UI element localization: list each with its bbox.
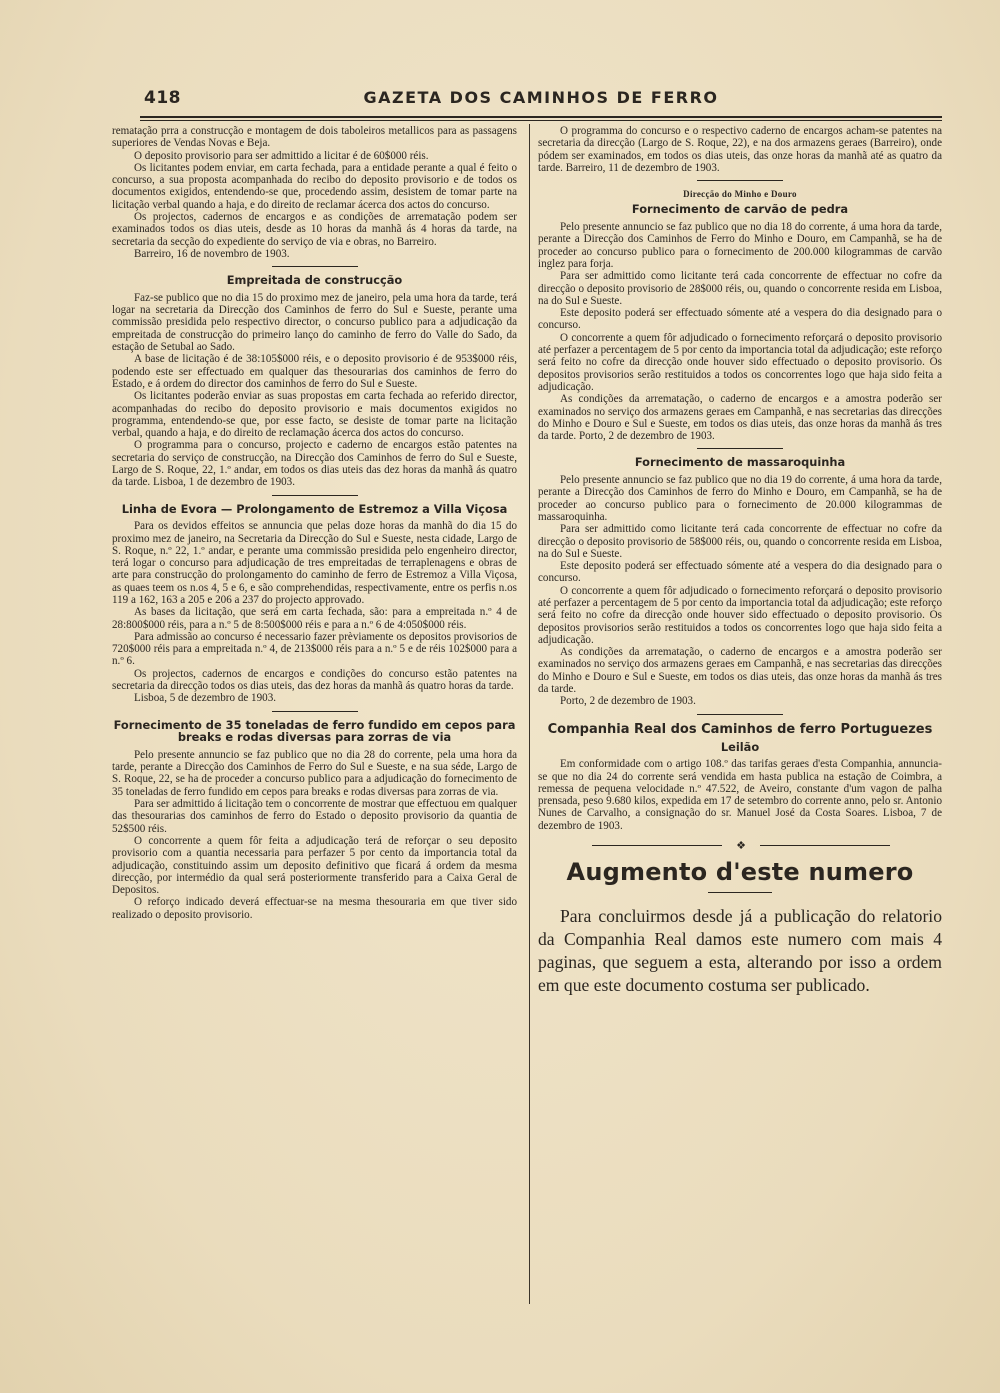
section-separator bbox=[272, 495, 358, 496]
paragraph: O concorrente a quem fôr feita a adjudicação terá de reforçar o seu deposito provisorio com a quantia necessaria para perfazer 5 por cento da importancia total da adjudicação, constituindo assim um deposito definitivo que ficará á ordem da mesma direcção, por intermédio da qual será posteriormente transferido para a Caixa Geral de Depositos. bbox=[112, 834, 517, 897]
paragraph: A base de licitação é de 38:105$000 réis, e o deposito provisorio é de 953$000 réis, podendo este ser effectuado em qualquer das thesourarias dos caminhos de ferro do Estado, e á ordem do director dos caminhos de ferro do Sul e Sueste. bbox=[112, 353, 517, 390]
section-title-massaroquinha: Fornecimento de massaroquinha bbox=[634, 455, 846, 470]
column-divider bbox=[529, 124, 530, 1304]
paragraph: O programma do concurso e o respectivo caderno de encargos acham-se patentes na secretaria da direcção (Largo de S. Roque, 22), e na dos armazens geraes (Barreiro), onde pódem ser examinados, em todos os dias uteis, das onze horas da manhã até as quatro da tarde. Barreiro, 11 de dezembro de 1903. bbox=[538, 125, 942, 174]
paragraph: O deposito provisorio para ser admittido a licitar é de 60$000 réis. bbox=[134, 149, 429, 162]
page-number: 418 bbox=[144, 88, 181, 108]
section-title-companhia: Companhia Real dos Caminhos de ferro Portuguezes bbox=[547, 721, 933, 737]
left-column bbox=[112, 125, 517, 921]
section-subtitle-leilao: Leilão bbox=[720, 739, 760, 754]
ornament-line-left bbox=[592, 845, 722, 846]
paragraph: As bases da licitação, que será em carta fechada, são: para a empreitada n.º 4 de 28:800$000 réis, para a n.º 5 de 8:500$000 réis e para a n.º 6 de 4:050$000 réis. bbox=[112, 606, 517, 631]
paragraph: Em conformidade com o artigo 108.º das tarifas geraes d'esta Companhia, annuncia-se que no dia 24 do corrente será vendida em hasta publica na estação de Coimbra, a remessa de pequena velocidade n.º 47.522, de Aveiro, constante d'um vagon de palha prensada, peso 9.680 kilos, expedida em 17 de setembro do corrente anno, pelo sr. Antonio Nunes de Carvalho, a consignação do sr. Manuel José da Costa Soares. Lisboa, 7 de dezembro de 1903. bbox=[538, 758, 942, 832]
paragraph: Pelo presente annuncio se faz publico que no dia 28 do corrente, pela uma hora da tarde, perante a Direcção dos Caminhos de Ferro do Sul e Sueste, e na sua séde, Largo de S. Roque, 22, se ha de proceder a concurso publico para a adjudicação do fornecimento de 35 toneladas de ferro fundido em cepos para breaks e rodas diversas para zorras de via. bbox=[112, 748, 517, 798]
paragraph: Para ser admittido como licitante terá cada concorrente de effectuar no cofre da direcção o deposito provisorio de 28$000 réis, ou, quando o concorrente resida em Lisboa, na do Sul e Sueste. bbox=[538, 270, 942, 307]
paragraph: rematação prra a construcção e montagem de dois taboleiros metallicos para as passagens superiores de Vendas Novas e Beja. bbox=[112, 125, 517, 150]
paragraph: Faz-se publico que no dia 15 do proximo mez de janeiro, pela uma hora da tarde, terá logar na secretaria da Direcção dos Caminhos de ferro do Sul e Sueste, perante uma commissão presidida pelo respectivo director, o concurso publico para a adjudicação da empreitada de construcção do primeiro lanço do caminho de ferro do Valle do Sado, da estação de Setubal ao Sado. bbox=[112, 291, 517, 354]
augmento-title: Augmento d'este numero bbox=[566, 858, 914, 887]
section-title-ferro: Fornecimento de 35 toneladas de ferro fundido em cepos para breaks e rodas diversas para zorras de via bbox=[113, 717, 516, 745]
paragraph: Para os devidos effeitos se annuncia que pelas doze horas da manhã do dia 15 do proximo mez de janeiro, na Secretaria da Direcção do Sul e Sueste, nesta cidade, Largo de S. Roque, n.º 22, 1.º andar, e perante uma commissão presidida pelo engenheiro director, terá logar o concurso para adjudicação de tres empreitadas de terraplenagens e obras de arte para construcção do prolongamento do caminho de ferro de Estremoz a Villa Viçosa, as quaes teem os n.os 4, 5 e 6, e são comprehendidas, respectivamente, entre os perfis n.os 119 a 162, 163 a 205 e 206 a 237 do projecto approvado. bbox=[112, 520, 517, 606]
ornament-icon: ❖ bbox=[736, 840, 746, 853]
paragraph: As condições da arrematação, o caderno de encargos e a amostra poderão ser examinados no serviço dos armazens geraes em Campanhã, e nas secretarias das direcções do Minho e Douro e Sul e Sueste, em todos os dias uteis, das onze horas da manhã ás tres da tarde. Porto, 2 de dezembro de 1903. bbox=[538, 393, 942, 443]
paragraph: Para admissão ao concurso é necessario fazer prèviamente os depositos provisorios de 720$000 réis para a empreitada n.º 4, de 213$000 réis para a n.º 5 e de réis 102$000 para a n.º 6. bbox=[112, 630, 517, 668]
page-header bbox=[140, 86, 942, 116]
paragraph: Para ser admittido á licitação tem o concorrente de mostrar que effectuou em qualquer das thesourarias dos caminhos de ferro do Estado o deposito provisorio da quantia de 52$500 réis. bbox=[112, 798, 517, 835]
header-rule bbox=[140, 116, 942, 118]
journal-title: GAZETA DOS CAMINHOS DE FERRO bbox=[363, 88, 719, 107]
section-separator bbox=[272, 711, 358, 712]
dateline: Porto, 2 de dezembro de 1903. bbox=[560, 695, 696, 708]
paragraph: Pelo presente annuncio se faz publico que no dia 18 do corrente, á uma hora da tarde, perante a Direcção dos Caminhos de Ferro do Minho e Douro, em Campanhã, se ha de proceder ao concurso publico para o fornecimento de 200.000 kilogrammas de carvão inglez para forja. bbox=[538, 221, 942, 270]
section-title-evora: Linha de Evora — Prolongamento de Estremoz a Villa Viçosa bbox=[121, 501, 508, 516]
paragraph: O concorrente a quem fôr adjudicado o fornecimento reforçará o deposito provisorio até perfazer a percentagem de 5 por cento da importancia total da adjudicação; este reforço será feito no cofre da direcção onde houver sido effectuado o deposito provisorio. Os depositos provisorios serão restituidos a todos os concorrentes logo que haja sido feita a adjudicação. bbox=[538, 584, 942, 646]
paragraph: O concorrente a quem fôr adjudicado o fornecimento reforçará o deposito provisorio até perfazer a percentagem de 5 por cento da importancia total da adjudicação; este reforço será feito no cofre da direcção onde houver sido effectuado o deposito provisorio. Os depositos provisorios serão restituidos a todos os concorrentes logo que haja sido feita a adjudicação. bbox=[538, 331, 942, 393]
paragraph: Os projectos, cadernos de encargos e condições do concurso estão patentes na secretaria da direcção todos os dias uteis, das dez horas da manhã ás quatro horas da tarde. bbox=[112, 667, 517, 693]
paragraph: O reforço indicado deverá effectuar-se na mesma thesouraria em que tiver sido realizado o deposito provisorio. bbox=[112, 896, 517, 921]
paragraph: Os projectos, cadernos de encargos e as condições de arrematação podem ser examinados todos os dias uteis, desde as 10 horas da manhã ás 4 horas da tarde, na secretaria da secção do expediente do serviço de via e obras, no Barreiro. bbox=[112, 211, 517, 248]
section-separator bbox=[697, 448, 783, 449]
augmento-rule bbox=[708, 892, 772, 893]
dateline: Barreiro, 16 de novembro de 1903. bbox=[134, 247, 290, 260]
paragraph: Para ser admittido como licitante terá cada concorrente de effectuar no cofre da direcção o deposito provisorio de 58$000 réis, ou, quando o concorrente resida em Lisboa, na do Sul e Sueste. bbox=[538, 523, 942, 560]
dateline: Lisboa, 5 de dezembro de 1903. bbox=[134, 692, 277, 705]
paragraph: Os licitantes poderão enviar as suas propostas em carta fechada ao referido director, acompanhadas do recibo do deposito provisorio e mais documentos exigidos no programma, entendendo-se que, por esse facto, se desiste de tomar parte na licitação verbal, quando a haja, e do direito de reclamação ácerca dos actos do concurso. bbox=[112, 390, 517, 440]
paragraph: Este deposito poderá ser effectuado sómente até a vespera do dia designado para o concurso. bbox=[538, 560, 942, 585]
section-supertitle: Direcção do Minho e Douro bbox=[683, 189, 797, 200]
header-rule-thin bbox=[140, 120, 942, 121]
section-separator bbox=[697, 180, 783, 181]
section-separator bbox=[697, 714, 783, 715]
section-separator bbox=[272, 266, 358, 267]
section-title-carvao: Fornecimento de carvão de pedra bbox=[631, 202, 849, 217]
ornament-divider bbox=[538, 840, 942, 852]
paragraph: Este deposito poderá ser effectuado sómente até a vespera do dia designado para o concurso. bbox=[538, 307, 942, 332]
paragraph: As condições da arrematação, o caderno de encargos e a amostra poderão ser examinados no serviço dos armazens geraes em Campanhã, e nas secretarias das direcções do Minho e Douro e Sul e Sueste, em todos os dias uteis, das onze horas da manhã ás tres da tarde. bbox=[538, 646, 942, 696]
augmento-text: Para concluirmos desde já a publicação do relatorio da Companhia Real damos este numero com mais 4 paginas, que seguem a esta, alterando por isso a ordem em que este documento costuma ser publicado. bbox=[538, 906, 942, 996]
ornament-line-right bbox=[760, 845, 890, 846]
paragraph: O programma para o concurso, projecto e caderno de encargos estão patentes na secretaria do serviço de construcção, na Direcção dos Caminhos de ferro do Sul e Sueste, Largo de S. Roque, 22, 1.º andar, em todos os dias uteis das dez horas da manhã ás quatro da tarde. Lisboa, 1 de dezembro de 1903. bbox=[112, 439, 517, 489]
right-column bbox=[538, 125, 942, 997]
paragraph: Os licitantes podem enviar, em carta fechada, para a entidade perante a qual é feito o concurso, a sua proposta acompanhada do recibo do deposito provisorio e de todos os documentos exigidos, entendendo-se que, procedendo assim, desistem de tomar parte na licitação verbal quando a haja, e do direito de reclamar ácerca dos actos do concurso. bbox=[112, 161, 517, 211]
paragraph: Pelo presente annuncio se faz publico que no dia 19 do corrente, á uma hora da tarde, perante a Direcção dos Caminhos de ferro do Minho e Douro, em Campanhã, se ha de proceder ao concurso publico para o fornecimento de 20.000 kilogrammas de massaroquinha. bbox=[538, 474, 942, 523]
section-title-empreitada: Empreitada de construcção bbox=[226, 273, 403, 288]
